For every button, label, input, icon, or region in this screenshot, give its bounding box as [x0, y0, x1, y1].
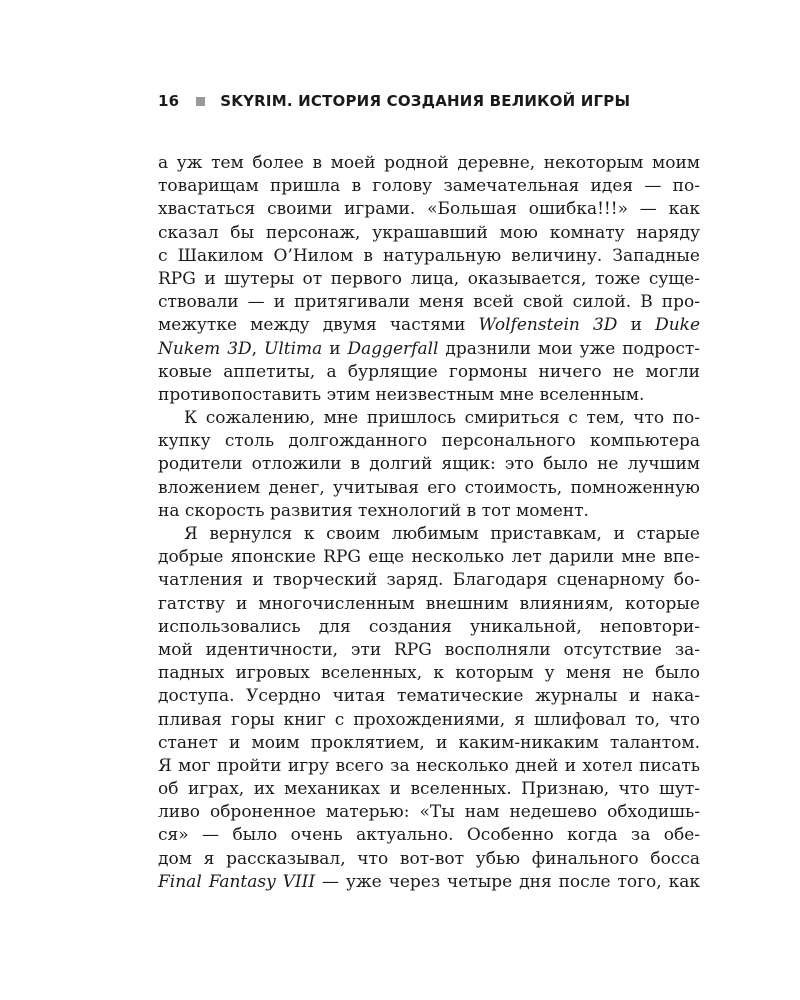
- text-segment: товарищам пришла в голову замечательная идея — по-: [158, 176, 700, 197]
- text-line: [158, 801, 700, 824]
- text-segment: ковые аппетиты, а бурлящие гормоны ничего не могли: [158, 361, 700, 382]
- italic-title: Final Fantasy VIII: [158, 871, 316, 892]
- text-line: [158, 616, 700, 639]
- text-segment: доступа. Усердно читая тематические журналы и нака-: [158, 686, 700, 707]
- text-line: [158, 639, 700, 662]
- text-line: [158, 430, 700, 453]
- text-line: [158, 871, 700, 894]
- text-line: [158, 709, 700, 732]
- text-segment: станет и моим проклятием, и каким-никаким талантом.: [158, 732, 700, 753]
- text-segment: на скорость развития технологий в тот момент.: [158, 500, 589, 521]
- text-line: [158, 732, 700, 755]
- text-segment: использовались для создания уникальной, неповтори-: [158, 616, 700, 637]
- text-line: [158, 245, 700, 268]
- text-segment: Я мог пройти игру всего за несколько дней и хотел писать: [158, 755, 700, 776]
- text-segment: мой идентичности, эти RPG восполняли отсутствие за-: [158, 639, 700, 660]
- text-segment: Я вернулся к своим любимым приставкам, и старые: [184, 524, 700, 544]
- text-segment: купку столь долгожданного персонального компьютера: [158, 431, 700, 452]
- text-line: [158, 500, 700, 523]
- text-segment: пливая горы книг с прохождениями, я шлифовал то, что: [158, 709, 700, 730]
- body-text: [158, 152, 700, 894]
- text-segment: об играх, их механиках и вселенных. Признаю, что шут-: [158, 779, 700, 800]
- text-line: [158, 384, 700, 407]
- text-line: [158, 314, 700, 337]
- text-segment: родители отложили в долгий ящик: это было не лучшим: [158, 454, 700, 475]
- text-line: [158, 662, 700, 685]
- text-segment: чатления и творческий заряд. Благодаря сценарному бо-: [158, 570, 700, 591]
- text-segment: межутке между двумя частями: [158, 315, 479, 336]
- text-segment: падных игровых вселенных, к которым у меня не было: [158, 663, 700, 684]
- text-line: [158, 778, 700, 801]
- text-line: [158, 848, 700, 871]
- text-line: [158, 569, 700, 592]
- page-number: 16: [158, 92, 180, 110]
- text-segment: и: [617, 315, 656, 336]
- text-segment: ливо оброненное матерью: «Ты нам недешево обходишь-: [158, 802, 700, 823]
- text-segment: и: [322, 338, 348, 359]
- italic-title: Daggerfall: [347, 338, 439, 359]
- italic-title: Nukem 3D: [158, 338, 252, 359]
- italic-title: Wolfenstein 3D: [478, 315, 618, 336]
- text-line: [158, 755, 700, 778]
- text-segment: К сожалению, мне пришлось смириться с тем, что по-: [184, 408, 700, 429]
- text-line: [158, 268, 700, 291]
- text-line: [158, 152, 700, 175]
- text-line: [158, 407, 700, 430]
- text-segment: дразнили мои уже подрост-: [438, 338, 701, 359]
- text-segment: хвастаться своими играми. «Большая ошибка!!!» — как: [158, 199, 700, 220]
- text-segment: — уже через четыре дня после того, как: [315, 871, 700, 892]
- text-line: [158, 824, 700, 847]
- text-line: [158, 222, 700, 245]
- text-line: [158, 175, 700, 198]
- text-line: [158, 453, 700, 476]
- text-segment: дом я рассказывал, что вот-вот убью финального босса: [158, 848, 700, 869]
- text-segment: а уж тем более в моей родной деревне, некоторым моим: [158, 153, 700, 173]
- text-line: [158, 477, 700, 500]
- text-segment: вложением денег, учитывая его стоимость, помноженную: [158, 477, 700, 498]
- text-segment: добрые японские RPG еще несколько лет дарили мне впе-: [158, 547, 700, 568]
- italic-title: Ultima: [264, 338, 323, 359]
- text-segment: с Шакилом О’Нилом в натуральную величину. Западные: [158, 245, 700, 266]
- text-line: [158, 338, 700, 361]
- text-line: [158, 685, 700, 708]
- header-separator-square: [196, 97, 205, 106]
- text-line: [158, 593, 700, 616]
- text-line: [158, 361, 700, 384]
- text-line: [158, 523, 700, 546]
- text-line: [158, 291, 700, 314]
- text-segment: ствовали — и притягивали меня всей свой силой. В про-: [158, 292, 700, 313]
- text-segment: ся» — было очень актуально. Особенно когда за обе-: [158, 825, 700, 846]
- italic-title: Duke: [655, 315, 701, 336]
- text-segment: сказал бы персонаж, украшавший мою комнату наряду: [158, 222, 700, 243]
- text-line: [158, 546, 700, 569]
- text-segment: гатству и многочисленным внешним влияниям, которые: [158, 593, 700, 614]
- book-title: SKYRIM. ИСТОРИЯ СОЗДАНИЯ ВЕЛИКОЙ ИГРЫ: [220, 92, 631, 110]
- running-head: [158, 90, 630, 112]
- text-segment: противопоставить этим неизвестным мне вселенным.: [158, 384, 645, 405]
- text-line: [158, 198, 700, 221]
- text-segment: ,: [251, 338, 264, 359]
- text-segment: RPG и шутеры от первого лица, оказывается, тоже суще-: [158, 268, 700, 289]
